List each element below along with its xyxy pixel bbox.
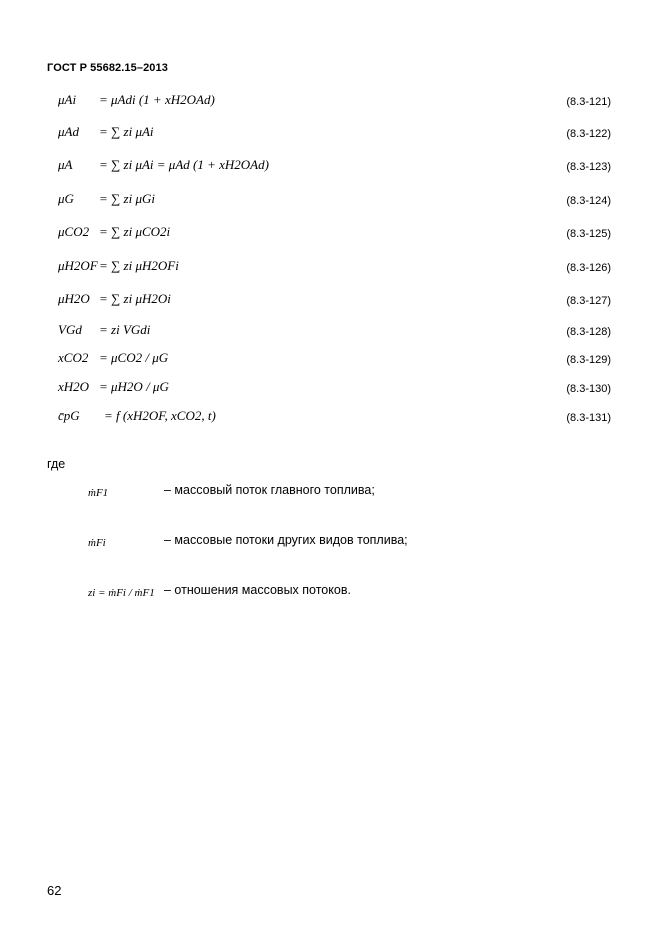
- equation-lhs: μH2O: [58, 291, 90, 306]
- equation-lhs: μAi: [58, 92, 77, 107]
- equation-rhs: = ∑ zi μCO2i: [99, 224, 171, 239]
- equation-row: [58, 154, 611, 176]
- equation-number: (8.3-131): [566, 412, 611, 424]
- equation-rhs: = ∑ zi μGi: [99, 191, 155, 206]
- equation-lhs: μA: [58, 157, 73, 172]
- equation-row: [58, 319, 611, 341]
- equation-number: (8.3-123): [566, 161, 611, 173]
- equation-lhs: VGd: [58, 322, 82, 337]
- equation-number: (8.3-128): [566, 326, 611, 338]
- equation-row: [58, 121, 611, 143]
- equation-row: [58, 376, 611, 398]
- equation-rhs: = ∑ zi μAi: [99, 124, 154, 139]
- equation-rhs: = ∑ zi μH2Oi: [99, 291, 171, 306]
- equation-row: [58, 405, 611, 427]
- equation-row: [58, 221, 611, 243]
- equation-lhs: c̄pG: [58, 408, 80, 423]
- equation-rhs: = μAdi (1 + xH2OAd): [99, 92, 215, 107]
- definition-text: – массовый поток главного топлива;: [164, 483, 375, 497]
- equation-rhs: = μCO2 / μG: [99, 350, 169, 365]
- equation-rhs: = ∑ zi μAi = μAd (1 + xH2OAd): [99, 157, 269, 172]
- equation-lhs: xCO2: [58, 350, 89, 365]
- equation-number: (8.3-129): [566, 354, 611, 366]
- equation-lhs: μCO2: [58, 224, 90, 239]
- equation-number: (8.3-127): [566, 295, 611, 307]
- equation-number: (8.3-130): [566, 383, 611, 395]
- equation-rhs: = μH2O / μG: [99, 379, 169, 394]
- equation-rhs: = zi VGdi: [99, 322, 151, 337]
- document-header: ГОСТ Р 55682.15–2013: [47, 62, 168, 74]
- equation-lhs: μG: [58, 191, 74, 206]
- page-number: 62: [47, 883, 62, 898]
- where-label: где: [47, 457, 66, 471]
- definition-text: – массовые потоки других видов топлива;: [164, 533, 408, 547]
- equation-number: (8.3-126): [566, 262, 611, 274]
- equation-rhs: = f (xH2OF, xCO2, t): [104, 408, 216, 423]
- equation-row: [58, 89, 611, 111]
- equation-lhs: μH2OF: [58, 258, 98, 273]
- equation-rhs: = ∑ zi μH2OFi: [99, 258, 179, 273]
- equation-row: [58, 188, 611, 210]
- equation-number: (8.3-124): [566, 195, 611, 207]
- definition-symbol: zi = ṁFi / ṁF1: [88, 587, 155, 599]
- equation-number: (8.3-122): [566, 128, 611, 140]
- equation-lhs: μAd: [58, 124, 79, 139]
- definition-text: – отношения массовых потоков.: [164, 583, 351, 597]
- equation-lhs: xH2O: [58, 379, 90, 394]
- equation-number: (8.3-125): [566, 228, 611, 240]
- equation-row: [58, 255, 611, 277]
- definition-symbol: ṁFi: [88, 537, 106, 549]
- definition-symbol: ṁF1: [88, 487, 109, 499]
- equation-row: [58, 288, 611, 310]
- equation-number: (8.3-121): [566, 96, 611, 108]
- equation-row: [58, 347, 611, 369]
